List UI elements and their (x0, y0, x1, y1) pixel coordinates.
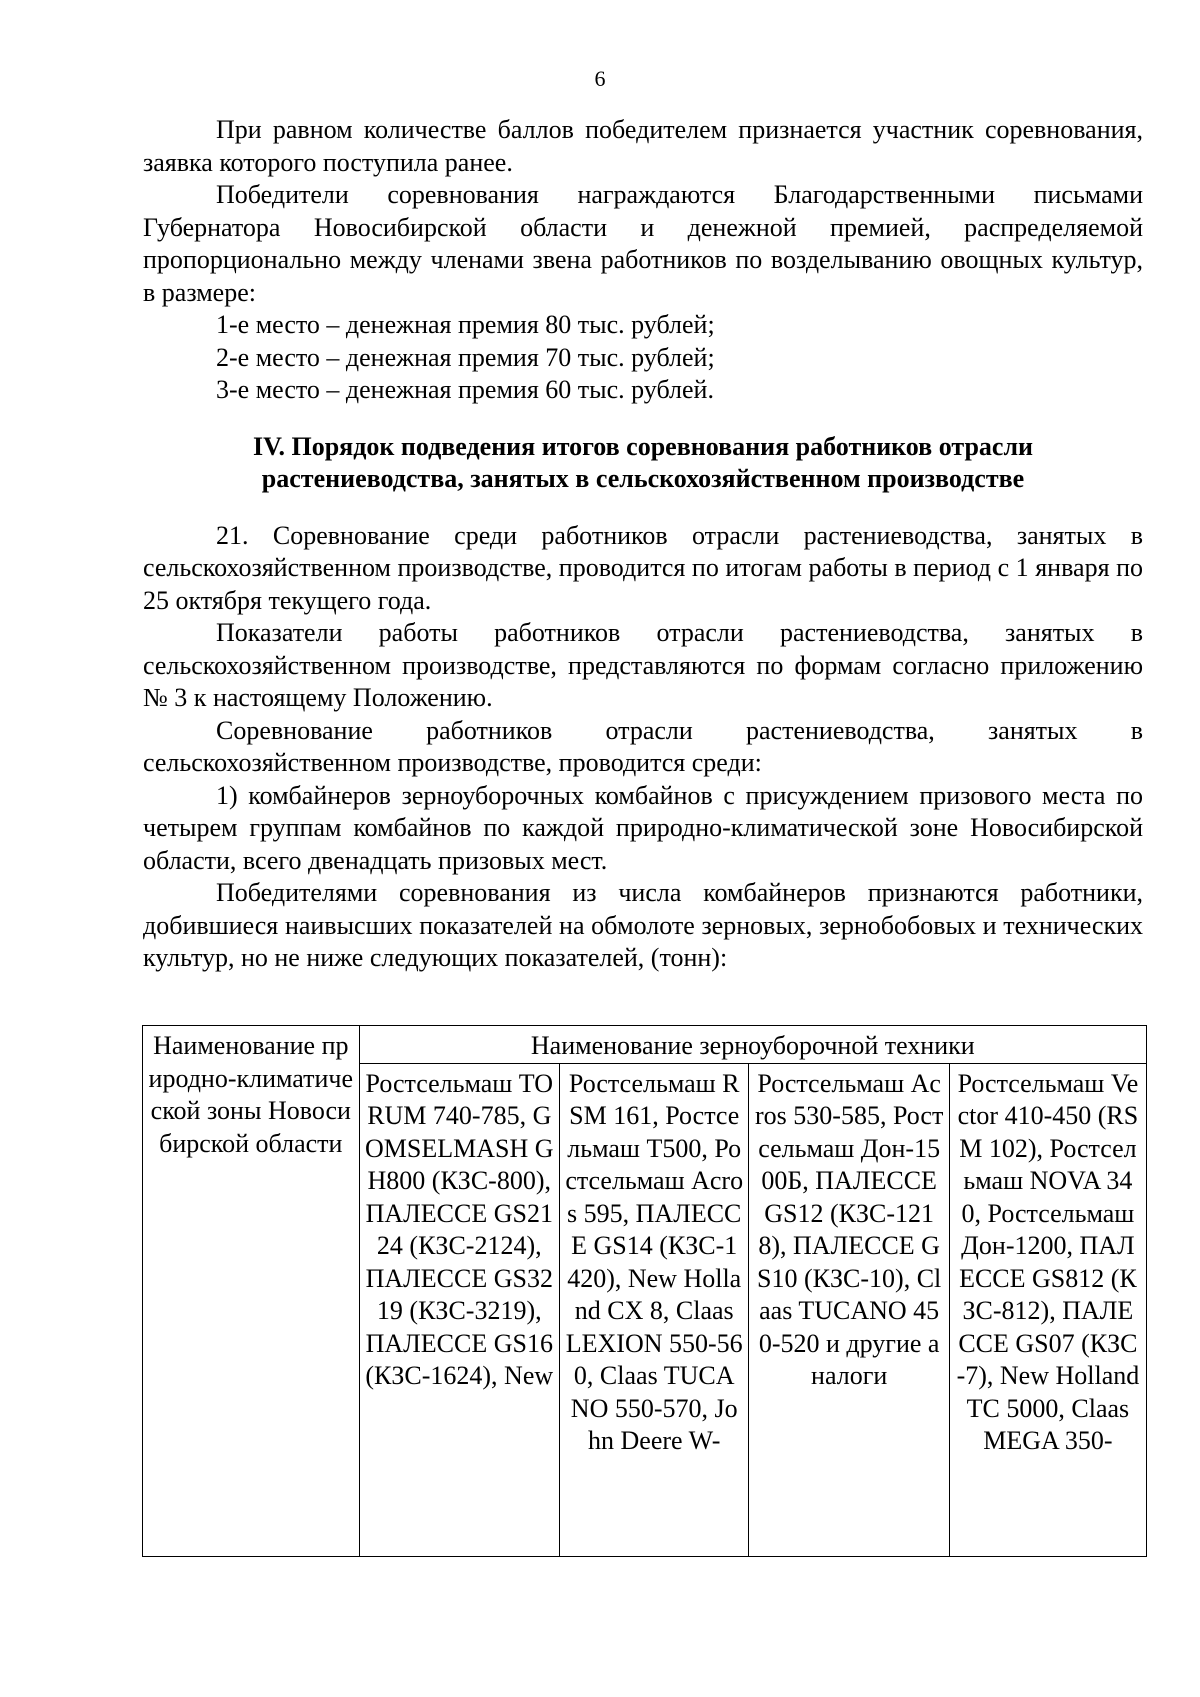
paragraph: Соревнование работников отрасли растениеводства, занятых в сельскохозяйственном производстве, проводится среди: (143, 715, 1143, 777)
page-number: 6 (594, 66, 606, 91)
zone-header-cell (143, 1026, 360, 1557)
prize-line: 2-е место – денежная премия 70 тыс. рублей; (216, 342, 715, 372)
machinery-group-header: Наименование зерноуборочной техники (359, 1026, 1146, 1064)
section-heading-line: IV. Порядок подведения итогов соревнования работников отрасли (252, 431, 1034, 461)
paragraph: Победителями соревнования из числа комбайнеров признаются работники, добившиеся наивысших показателей на обмолоте зерновых, зернобобовых и технических культур, но не ниже следующих показателей, (тонн): (143, 878, 1143, 972)
section-heading-line: растениеводства, занятых в сельскохозяйственном производстве (261, 464, 1025, 493)
paragraph: Победители соревнования награждаются Благодарственными письмами Губернатора Новосибирской области и денежной премией, распределяемой пропорционально между членами звена работников по возделыванию овощных культур, в размере: (143, 180, 1143, 307)
paragraph: 21. Соревнование среди работников отрасли растениеводства, занятых в сельскохозяйственном производстве, проводится по итогам работы в период с 1 января по 25 октября текущего года. (143, 520, 1143, 615)
machinery-column-3: Ростсельмаш Acros 530-585, Ростсельмаш Дон-1500Б, ПАЛЕССЕ GS12 (КЗС-1218), ПАЛЕССЕ GS10 (КЗС-10), Claas TUCANO 450-520 и другие аналоги (749, 1063, 949, 1556)
document-body (143, 114, 1143, 975)
paragraph: Показатели работы работников отрасли растениеводства, занятых в сельскохозяйственном производстве, представляются по формам согласно приложению № 3 к настоящему Положению. (143, 618, 1143, 712)
machinery-column-1: Ростсельмаш TORUM 740-785, GOMSELMASH GH800 (КЗС-800), ПАЛЕССЕ GS2124 (КЗС-2124), ПАЛЕССЕ GS3219 (КЗС-3219), ПАЛЕССЕ GS16 (КЗС-1624), New (359, 1063, 559, 1556)
paragraph: При равном количестве баллов победителем признается участник соревнования, заявка которого поступила ранее. (143, 115, 1143, 177)
prize-line: 1-е место – денежная премия 80 тыс. рублей; (216, 310, 715, 339)
section-heading (143, 431, 1143, 496)
combine-table (142, 1025, 1147, 1557)
zone-header-text: Наименование природно-климатической зоны Новосибирской области (148, 1031, 354, 1158)
machinery-column-4: Ростсельмаш Vector 410-450 (RSM 102), Ростсельмаш NOVA 340, Ростсельмаш Дон-1200, ПАЛЕССЕ GS812 (КЗС-812), ПАЛЕССЕ GS07 (КЗС-7), New Holland TC 5000, Claas MEGA 350- (949, 1063, 1146, 1556)
prize-line: 3-е место – денежная премия 60 тыс. рублей. (216, 375, 714, 404)
paragraph: 1) комбайнеров зерноуборочных комбайнов с присуждением призового места по четырем группам комбайнов по каждой природно-климатической зоне Новосибирской области, всего двенадцать призовых мест. (143, 780, 1143, 875)
machinery-column-2: Ростсельмаш RSM 161, Ростсельмаш Т500, Ростсельмаш Acros 595, ПАЛЕССЕ GS14 (КЗС-1420), New Holland CX 8, Claas LEXION 550-560, Claas TUCANO 550-570, John Deere W- (559, 1063, 749, 1556)
